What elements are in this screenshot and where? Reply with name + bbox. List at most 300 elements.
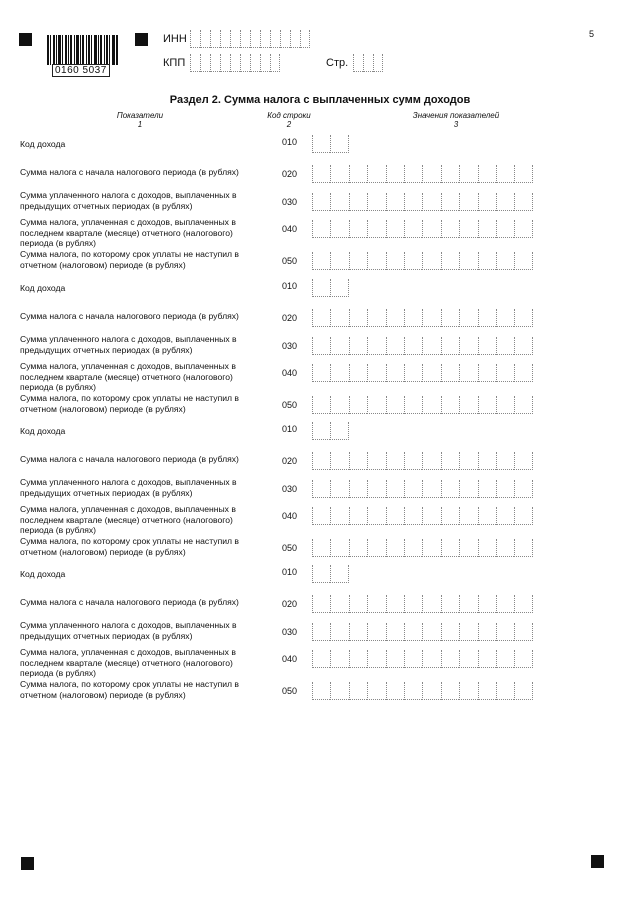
input-cell[interactable] [514,623,532,641]
input-cell[interactable] [386,309,404,327]
row-label: Сумма уплаченного налога с доходов, выплаченных в предыдущих отчетных периодах (в рублях) [20,334,237,355]
page-field[interactable] [353,54,383,72]
input-cell[interactable] [478,337,496,355]
input-cell[interactable] [496,193,514,211]
input-cell[interactable] [422,165,440,183]
input-cell[interactable] [404,396,422,414]
input-cell[interactable] [496,507,514,525]
row-code: 030 [282,341,298,351]
barcode-number: 0160 5037 [52,64,110,77]
input-cell[interactable] [404,252,422,270]
input-cell[interactable] [330,279,348,297]
page-label: Стр. [326,57,349,69]
input-cell[interactable] [459,595,477,613]
row-code: 050 [282,256,298,266]
input-cell[interactable] [349,507,367,525]
input-cell[interactable] [386,623,404,641]
input-cell[interactable] [386,480,404,498]
input-cell[interactable] [422,595,440,613]
row-label: Сумма налога, по которому срок уплаты не наступил в отчетном (налоговом) периоде (в рублях) [20,393,239,414]
row-code: 040 [282,224,298,234]
input-cell[interactable] [496,650,514,668]
input-cell[interactable] [422,507,440,525]
input-cell[interactable] [330,539,348,557]
corner-marker-top-mid [135,33,148,46]
input-cell[interactable] [367,539,385,557]
input-cell[interactable] [404,623,422,641]
input-cell[interactable] [349,252,367,270]
income-code-field[interactable] [312,565,349,583]
input-cell[interactable] [220,30,230,48]
input-cell[interactable] [496,682,514,700]
kpp-label: КПП [163,57,186,69]
input-cell[interactable] [496,452,514,470]
input-cell[interactable] [404,480,422,498]
input-cell[interactable] [478,364,496,382]
row-label: Сумма налога, уплаченная с доходов, выплаченных в последнем квартале (месяце) отчетного (налогового) периода (в рублях) [20,504,236,535]
input-cell[interactable] [459,252,477,270]
input-cell[interactable] [386,252,404,270]
row-code: 040 [282,511,298,521]
input-cell[interactable] [404,539,422,557]
input-cell[interactable] [312,252,330,270]
input-cell[interactable] [422,309,440,327]
input-cell[interactable] [349,539,367,557]
input-cell[interactable] [312,507,330,525]
value-field[interactable] [312,396,533,414]
input-cell[interactable] [200,54,210,72]
input-cell[interactable] [367,650,385,668]
input-cell[interactable] [300,30,310,48]
value-field[interactable] [312,682,533,700]
input-cell[interactable] [330,220,348,238]
input-cell[interactable] [514,193,532,211]
column-header-line-code: Код строки 2 [267,111,311,129]
input-cell[interactable] [349,682,367,700]
input-cell[interactable] [441,480,459,498]
input-cell[interactable] [260,30,270,48]
input-cell[interactable] [422,337,440,355]
income-code-field[interactable] [312,135,349,153]
input-cell[interactable] [353,54,363,72]
input-cell[interactable] [422,650,440,668]
input-cell[interactable] [441,193,459,211]
input-cell[interactable] [404,595,422,613]
input-cell[interactable] [459,396,477,414]
input-cell[interactable] [330,135,348,153]
input-cell[interactable] [210,30,220,48]
input-cell[interactable] [312,135,330,153]
row-code: 040 [282,654,298,664]
input-cell[interactable] [386,396,404,414]
input-cell[interactable] [386,539,404,557]
input-cell[interactable] [514,507,532,525]
input-cell[interactable] [386,165,404,183]
input-cell[interactable] [349,309,367,327]
input-cell[interactable] [514,364,532,382]
input-cell[interactable] [422,193,440,211]
input-cell[interactable] [330,396,348,414]
input-cell[interactable] [386,337,404,355]
input-cell[interactable] [478,165,496,183]
input-cell[interactable] [240,54,250,72]
row-code: 020 [282,169,298,179]
input-cell[interactable] [422,396,440,414]
input-cell[interactable] [459,220,477,238]
input-cell[interactable] [330,452,348,470]
input-cell[interactable] [422,539,440,557]
input-cell[interactable] [373,54,383,72]
value-field[interactable] [312,252,533,270]
input-cell[interactable] [496,220,514,238]
input-cell[interactable] [386,220,404,238]
input-cell[interactable] [478,480,496,498]
input-cell[interactable] [459,650,477,668]
input-cell[interactable] [367,309,385,327]
row-label: Сумма налога с начала налогового периода (в рублях) [20,597,239,607]
input-cell[interactable] [330,623,348,641]
input-cell[interactable] [349,193,367,211]
input-cell[interactable] [330,193,348,211]
input-cell[interactable] [367,193,385,211]
input-cell[interactable] [441,165,459,183]
input-cell[interactable] [349,480,367,498]
input-cell[interactable] [367,623,385,641]
input-cell[interactable] [312,650,330,668]
input-cell[interactable] [363,54,373,72]
row-label: Сумма налога, по которому срок уплаты не наступил в отчетном (налоговом) периоде (в рублях) [20,249,239,270]
row-label: Код дохода [20,426,66,436]
input-cell[interactable] [312,337,330,355]
input-cell[interactable] [478,682,496,700]
row-label: Сумма налога с начала налогового периода (в рублях) [20,167,239,177]
input-cell[interactable] [270,54,280,72]
input-cell[interactable] [349,364,367,382]
row-code: 050 [282,543,298,553]
inn-label: ИНН [163,33,187,45]
corner-marker-bottom-right [591,855,604,868]
input-cell[interactable] [404,650,422,668]
input-cell[interactable] [330,252,348,270]
input-cell[interactable] [478,595,496,613]
input-cell[interactable] [312,595,330,613]
input-cell[interactable] [459,309,477,327]
input-cell[interactable] [367,480,385,498]
input-cell[interactable] [496,595,514,613]
column-header-indicators: Показатели 1 [116,111,164,129]
input-cell[interactable] [312,422,330,440]
input-cell[interactable] [514,452,532,470]
value-field[interactable] [312,595,533,613]
input-cell[interactable] [330,422,348,440]
row-code: 030 [282,197,298,207]
input-cell[interactable] [404,337,422,355]
input-cell[interactable] [478,507,496,525]
input-cell[interactable] [210,54,220,72]
corner-marker-bottom-left [21,857,34,870]
row-label: Код дохода [20,569,66,579]
input-cell[interactable] [240,30,250,48]
input-cell[interactable] [349,165,367,183]
row-label: Сумма налога с начала налогового периода (в рублях) [20,454,239,464]
input-cell[interactable] [404,220,422,238]
input-cell[interactable] [367,364,385,382]
input-cell[interactable] [367,595,385,613]
input-cell[interactable] [459,480,477,498]
input-cell[interactable] [459,539,477,557]
input-cell[interactable] [330,364,348,382]
row-label: Сумма налога, уплаченная с доходов, выплаченных в последнем квартале (месяце) отчетного (налогового) периода (в рублях) [20,217,236,248]
input-cell[interactable] [459,507,477,525]
input-cell[interactable] [478,539,496,557]
row-label: Сумма налога, по которому срок уплаты не наступил в отчетном (налоговом) периоде (в рублях) [20,536,239,557]
input-cell[interactable] [312,364,330,382]
input-cell[interactable] [386,650,404,668]
input-cell[interactable] [496,309,514,327]
input-cell[interactable] [514,480,532,498]
input-cell[interactable] [386,682,404,700]
input-cell[interactable] [250,30,260,48]
input-cell[interactable] [312,193,330,211]
input-cell[interactable] [349,220,367,238]
input-cell[interactable] [330,565,348,583]
input-cell[interactable] [312,452,330,470]
input-cell[interactable] [514,650,532,668]
input-cell[interactable] [514,682,532,700]
input-cell[interactable] [441,396,459,414]
input-cell[interactable] [250,54,260,72]
input-cell[interactable] [441,337,459,355]
income-code-field[interactable] [312,279,349,297]
input-cell[interactable] [312,220,330,238]
input-cell[interactable] [441,364,459,382]
input-cell[interactable] [441,452,459,470]
input-cell[interactable] [422,682,440,700]
input-cell[interactable] [349,452,367,470]
input-cell[interactable] [312,396,330,414]
input-cell[interactable] [230,54,240,72]
input-cell[interactable] [459,452,477,470]
input-cell[interactable] [330,337,348,355]
input-cell[interactable] [367,252,385,270]
row-label: Сумма налога с начала налогового периода (в рублях) [20,311,239,321]
input-cell[interactable] [496,252,514,270]
input-cell[interactable] [441,623,459,641]
input-cell[interactable] [404,165,422,183]
input-cell[interactable] [404,309,422,327]
row-code: 050 [282,686,298,696]
row-label: Сумма уплаченного налога с доходов, выплаченных в предыдущих отчетных периодах (в рублях) [20,190,237,211]
input-cell[interactable] [422,252,440,270]
row-code: 010 [282,567,298,577]
input-cell[interactable] [386,595,404,613]
section-title: Раздел 2. Сумма налога с выплаченных сумм доходов [169,94,471,106]
row-code: 030 [282,627,298,637]
input-cell[interactable] [422,480,440,498]
column-header-values: Значения показателей 3 [412,111,500,129]
input-cell[interactable] [312,565,330,583]
input-cell[interactable] [514,539,532,557]
value-field[interactable] [312,507,533,525]
input-cell[interactable] [330,507,348,525]
input-cell[interactable] [349,650,367,668]
input-cell[interactable] [514,595,532,613]
input-cell[interactable] [190,54,200,72]
kpp-field[interactable] [190,54,280,72]
input-cell[interactable] [496,364,514,382]
input-cell[interactable] [386,507,404,525]
row-label: Сумма налога, уплаченная с доходов, выплаченных в последнем квартале (месяце) отчетного (налогового) периода (в рублях) [20,361,236,392]
value-field[interactable] [312,364,533,382]
input-cell[interactable] [349,623,367,641]
input-cell[interactable] [367,220,385,238]
row-code: 020 [282,313,298,323]
input-cell[interactable] [200,30,210,48]
input-cell[interactable] [367,165,385,183]
input-cell[interactable] [441,650,459,668]
input-cell[interactable] [404,682,422,700]
input-cell[interactable] [404,507,422,525]
input-cell[interactable] [496,480,514,498]
input-cell[interactable] [478,309,496,327]
input-cell[interactable] [441,220,459,238]
row-label: Сумма налога, по которому срок уплаты не наступил в отчетном (налоговом) периоде (в рублях) [20,679,239,700]
input-cell[interactable] [441,595,459,613]
input-cell[interactable] [367,396,385,414]
input-cell[interactable] [312,309,330,327]
input-cell[interactable] [514,309,532,327]
input-cell[interactable] [312,480,330,498]
row-code: 030 [282,484,298,494]
input-cell[interactable] [330,309,348,327]
input-cell[interactable] [459,364,477,382]
input-cell[interactable] [367,452,385,470]
input-cell[interactable] [349,595,367,613]
value-field[interactable] [312,539,533,557]
row-code: 010 [282,424,298,434]
input-cell[interactable] [190,30,200,48]
row-code: 010 [282,137,298,147]
barcode-icon [47,35,119,65]
row-label: Сумма налога, уплаченная с доходов, выплаченных в последнем квартале (месяце) отчетного (налогового) периода (в рублях) [20,647,236,678]
input-cell[interactable] [220,54,230,72]
value-field[interactable] [312,650,533,668]
income-code-field[interactable] [312,422,349,440]
input-cell[interactable] [404,364,422,382]
row-code: 020 [282,599,298,609]
input-cell[interactable] [330,682,348,700]
input-cell[interactable] [330,595,348,613]
value-field[interactable] [312,623,533,641]
input-cell[interactable] [459,193,477,211]
input-cell[interactable] [349,337,367,355]
input-cell[interactable] [367,507,385,525]
input-cell[interactable] [459,682,477,700]
input-cell[interactable] [290,30,300,48]
input-cell[interactable] [404,193,422,211]
input-cell[interactable] [514,337,532,355]
input-cell[interactable] [441,539,459,557]
input-cell[interactable] [312,279,330,297]
input-cell[interactable] [459,337,477,355]
input-cell[interactable] [386,364,404,382]
input-cell[interactable] [459,623,477,641]
input-cell[interactable] [422,364,440,382]
input-cell[interactable] [330,650,348,668]
input-cell[interactable] [312,539,330,557]
input-cell[interactable] [230,30,240,48]
row-label: Код дохода [20,283,66,293]
value-field[interactable] [312,452,533,470]
input-cell[interactable] [386,452,404,470]
input-cell[interactable] [422,623,440,641]
input-cell[interactable] [422,220,440,238]
input-cell[interactable] [312,623,330,641]
input-cell[interactable] [349,396,367,414]
row-code: 020 [282,456,298,466]
input-cell[interactable] [478,452,496,470]
input-cell[interactable] [478,220,496,238]
input-cell[interactable] [441,252,459,270]
input-cell[interactable] [478,193,496,211]
value-field[interactable] [312,337,533,355]
input-cell[interactable] [514,220,532,238]
input-cell[interactable] [514,252,532,270]
value-field[interactable] [312,309,533,327]
input-cell[interactable] [367,337,385,355]
input-cell[interactable] [280,30,290,48]
corner-marker-top-left [19,33,32,46]
value-field[interactable] [312,220,533,238]
input-cell[interactable] [422,452,440,470]
page-number: 5 [589,29,595,39]
input-cell[interactable] [496,623,514,641]
input-cell[interactable] [496,165,514,183]
input-cell[interactable] [260,54,270,72]
input-cell[interactable] [404,452,422,470]
value-field[interactable] [312,193,533,211]
input-cell[interactable] [478,650,496,668]
input-cell[interactable] [514,396,532,414]
input-cell[interactable] [330,165,348,183]
input-cell[interactable] [367,682,385,700]
input-cell[interactable] [496,337,514,355]
row-code: 040 [282,368,298,378]
row-label: Сумма уплаченного налога с доходов, выплаченных в предыдущих отчетных периодах (в рублях) [20,620,237,641]
value-field[interactable] [312,480,533,498]
value-field[interactable] [312,165,533,183]
row-label: Сумма уплаченного налога с доходов, выплаченных в предыдущих отчетных периодах (в рублях) [20,477,237,498]
inn-field[interactable] [190,30,310,48]
input-cell[interactable] [478,623,496,641]
input-cell[interactable] [478,252,496,270]
input-cell[interactable] [496,396,514,414]
input-cell[interactable] [312,682,330,700]
input-cell[interactable] [312,165,330,183]
row-code: 010 [282,281,298,291]
input-cell[interactable] [270,30,280,48]
input-cell[interactable] [459,165,477,183]
input-cell[interactable] [441,507,459,525]
input-cell[interactable] [496,539,514,557]
input-cell[interactable] [514,165,532,183]
input-cell[interactable] [386,193,404,211]
input-cell[interactable] [478,396,496,414]
input-cell[interactable] [330,480,348,498]
row-code: 050 [282,400,298,410]
input-cell[interactable] [441,309,459,327]
input-cell[interactable] [441,682,459,700]
